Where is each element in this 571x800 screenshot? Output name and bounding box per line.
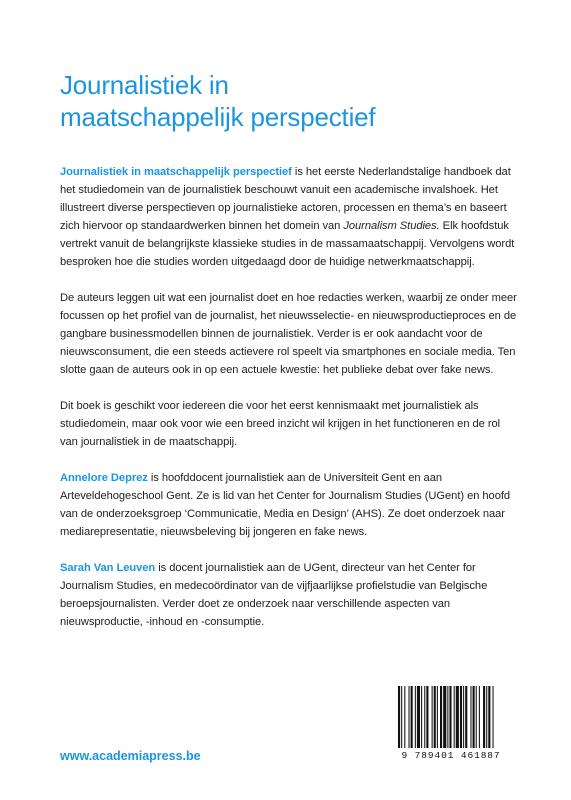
author-bio-van-leuven: [60, 559, 520, 631]
title-line-1: Journalistiek in: [60, 70, 229, 101]
author-bio-deprez-text: is hoofddocent journalistiek aan de Universiteit Gent en aan Arteveldehogeschool Gent. Ze is lid van het Center for Journalism Studies (UGent) en hoofd van de onderzoeksgroep ‘Communicatie, Media en Design’ (AHS). Ze doet onderzoek naar mediarepresentatie, nieuwsbeleving bij jongeren en fake news.: [60, 472, 511, 538]
barcode-bars: [392, 686, 510, 750]
audience-paragraph: Dit boek is geschikt voor iedereen die voor het eerst kennismaakt met journalistiek als studiedomein, maar ook voor wie een breed inzicht wil krijgen in het functioneren en de rol van journalistiek in de maatschappij.: [60, 400, 501, 448]
author-bio-van-leuven-text: is docent journalistiek aan de UGent, directeur van het Center for Journalism Studies, en medecoördinator van de vijfjaarlijkse profielstudie van Belgische beroepsjournalisten. Verder doet ze onderzoek naar verschillende aspecten van nieuwsproductie, -inhoud en -consumptie.: [60, 562, 488, 628]
publisher-website-link[interactable]: www.academiapress.be: [60, 749, 201, 763]
isbn-digits: 9 789401 461887: [401, 750, 501, 761]
author-bio-deprez: [60, 469, 520, 541]
book-title: [60, 69, 520, 133]
back-cover-text: [60, 163, 520, 649]
author-name-deprez: Annelore Deprez: [60, 472, 148, 484]
book-title-highlight: Journalistiek in maatschappelijk perspectief: [60, 166, 292, 178]
author-name-van-leuven: Sarah Van Leuven: [60, 562, 156, 574]
intro-text-a: is het eerste Nederlandstalige handboek dat het studiedomein van de journalistiek beschouwt vanuit een academische invalshoek. Het illustreert diverse perspectieven op journalistieke actoren, processen en thema’s en baseert zich hiervoor op standaardwerken binnen het domein van: [60, 166, 511, 232]
intro-italic: Journalism Studies.: [343, 220, 440, 232]
authors-paragraph: De auteurs leggen uit wat een journalist doet en hoe redacties werken, waarbij ze onder meer focussen op het profiel van de journalist, het nieuwsselectie- en nieuwsproductieproces en de gangbare businessmodellen binnen de journalistiek. Verder is er ook aandacht voor de nieuwsconsument, die een steeds actievere rol speelt via smartphones en sociale media. Ten slotte gaan de auteurs ook in op een actuele kwestie: het publieke debat over fake news.: [60, 292, 517, 376]
intro-text-b: Elk hoofdstuk vertrekt vanuit de belangrijkste klassieke studies in de massamaatschappij. Vervolgens wordt besproken hoe die studies worden uitgedaagd door de huidige netwerkmaatschappij.: [60, 220, 515, 268]
intro-paragraph: [60, 163, 520, 271]
title-line-2: maatschappelijk perspectief: [60, 102, 376, 133]
isbn-barcode: [392, 686, 510, 766]
